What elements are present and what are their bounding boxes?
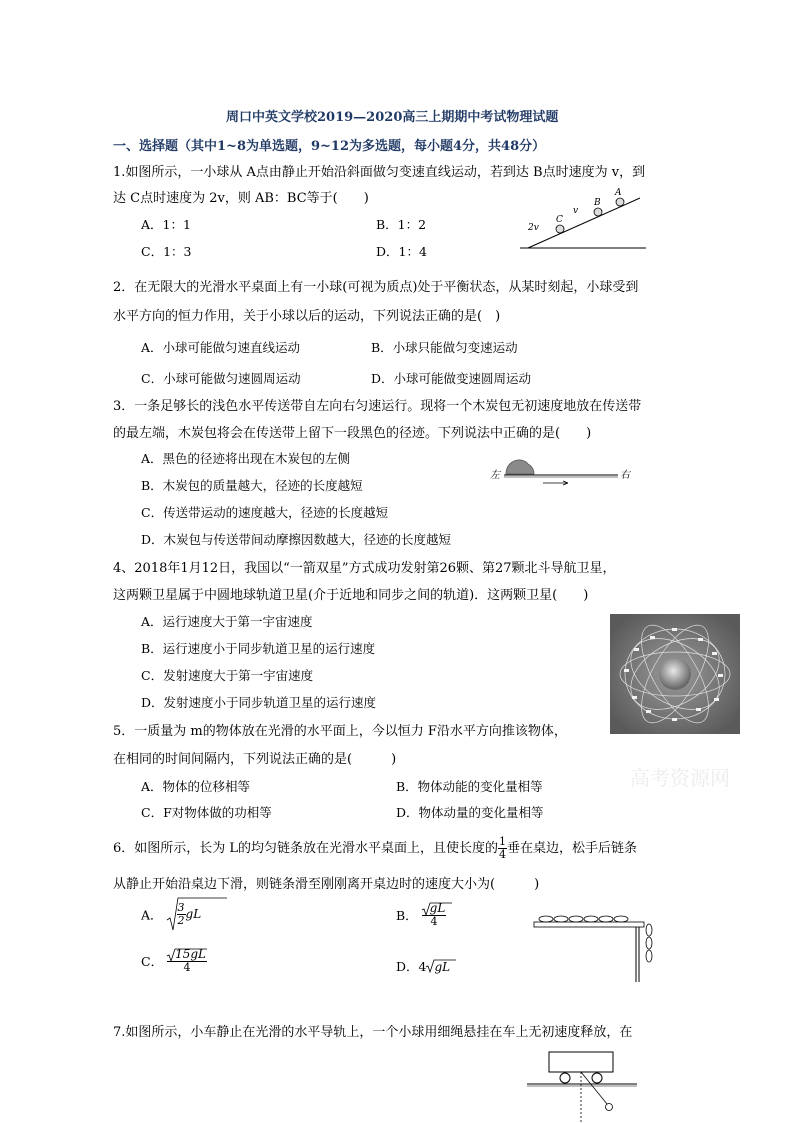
frac-num: 1 [499,835,507,848]
label-c: C [556,215,563,225]
q6-line1-a: 6．如图所示，长为 L的均匀链条放在光滑水平桌面上，且使长度的 [113,841,499,856]
q5-option-d: D．物体动量的变化量相等 [396,805,544,820]
q6-option-a [141,902,201,927]
q3-line2: 的最左端，木炭包将会在传送带上留下一段黑色的径迹。下列说法中正确的是( ) [113,426,592,441]
q6-c-rad: 15gL [175,947,206,961]
q6-d-rad: gL [434,960,451,974]
section-heading: 一、选择题（其中1~8为单选题，9~12为多选题，每小题4分，共48分） [113,139,546,154]
q6-c-frac [167,948,207,974]
ball-c [556,225,564,233]
satellite-orbits-image [610,614,740,734]
q6-line1-b: 垂在桌边，松手后链条 [507,841,638,856]
q4-option-a: A．运行速度大于第一宇宙速度 [141,614,313,629]
wheel-left-icon [560,1073,570,1083]
q3-line1: 3．一条足够长的浅色水平传送带自左向右匀速运行。现将一个木炭包无初速度地放在传送带 [113,399,642,414]
q5-option-c: C．F对物体做的功相等 [141,805,272,820]
q6-b-rad: gL [429,901,446,915]
q1-line2: 达 C点时速度为 2v，则 AB：BC等于( ) [113,191,369,206]
q6-b-frac [422,902,447,928]
cart-pendulum-figure [525,1050,645,1122]
wheel-right-icon [592,1073,602,1083]
q6-line2: 从静止开始沿桌边下滑，则链条滑至刚刚离开桌边时的速度大小为( ) [113,877,540,892]
q6-a-num: 3 [177,901,185,914]
q6-option-d-label: D． [396,959,419,974]
q6-line1 [113,836,637,861]
q2-option-c: C．小球可能做匀速圆周运动 [141,371,301,386]
q5-option-a: A．物体的位移相等 [141,779,251,794]
q6-option-c [141,948,207,974]
q6-d-coef: 4 [418,959,427,974]
ball-b [594,208,602,216]
q4-option-d: D．发射速度小于同步轨道卫星的运行速度 [141,695,377,710]
q5-line2: 在相同的时间间隔内，下列说法正确的是( ) [113,752,397,767]
q3-option-b: B．木炭包的质量越大，径迹的长度越短 [141,478,363,493]
label-right: 右 [620,470,630,481]
q6-option-d [396,957,450,975]
watermark: 高考资源网 [630,766,730,790]
q4-line2: 这两颗卫星属于中圆地球轨道卫星(介于近地和同步之间的轨道)．这两颗卫星( ) [113,588,589,603]
incline-figure [520,186,650,252]
one-quarter-fraction [498,836,507,861]
ball-a [616,198,624,206]
chain-table-figure [532,912,662,984]
q6-c-den: 4 [183,961,191,974]
q5-line1: 5．一质量为 m的物体放在光滑的水平面上，今以恒力 F沿水平方向推该物体， [113,724,567,739]
q1-option-d: D．1：4 [376,244,427,259]
q1-option-c: C．1：3 [141,244,192,259]
q2-line2: 水平方向的恒力作用，关于小球以后的运动，下列说法正确的是( ) [113,309,501,324]
q2-line1: 2．在无限大的光滑水平桌面上有一小球(可视为质点)处于平衡状态，从某时刻起，小球受到 [113,280,639,295]
q3-option-d: D．木炭包与传送带间动摩擦因数越大，径迹的长度越短 [141,532,452,547]
q2-option-b: B．小球只能做匀变速运动 [371,340,518,355]
q6-option-b [396,902,446,928]
label-b: B [594,198,601,208]
label-v: v [573,206,579,216]
charcoal-bag-icon [506,460,534,474]
sqrt-expression [167,902,202,927]
q1-option-a: A．1：1 [141,217,191,232]
earth-icon [659,658,691,690]
q2-option-d: D．小球可能做变速圆周运动 [371,371,532,386]
q6-option-c-label: C． [141,954,164,969]
q2-option-a: A．小球可能做匀速直线运动 [141,340,301,355]
conveyor-figure [488,452,638,492]
q7-line1: 7.如图所示，小车静止在光滑的水平导轨上，一个小球用细绳悬挂在车上无初速度释放，在 [113,1025,633,1040]
pendulum-ball-icon [606,1104,613,1111]
q6-a-den: 2 [177,914,185,927]
q6-a-tail: gL [185,907,202,921]
q3-option-a: A．黑色的径迹将出现在木炭包的左侧 [141,451,351,466]
page-title: 周口中英文学校2019—2020高三上期期中考试物理试题 [226,110,559,125]
q1-line1: 1.如图所示，一小球从 A点由静止开始沿斜面做匀变速直线运动，若到达 B点时速度为 v，到 [113,165,646,180]
q3-option-c: C．传送带运动的速度越大，径迹的长度越短 [141,505,389,520]
q4-option-b: B．运行速度小于同步轨道卫星的运行速度 [141,641,376,656]
q4-line1: 4、2018年1月12日，我国以“一箭双星”方式成功发射第26颗、第27颗北斗导航卫星， [113,561,616,576]
q5-option-b: B．物体动能的变化量相等 [396,779,543,794]
label-2v: 2v [528,223,539,233]
q4-option-c: C．发射速度大于第一宇宙速度 [141,668,314,683]
q6-option-b-label: B． [396,908,418,923]
frac-den: 4 [499,848,507,861]
q6-d-sqrt [426,959,450,974]
q6-option-a-label: A． [141,907,163,923]
q6-b-den: 4 [430,915,438,928]
label-a: A [615,188,622,198]
q1-option-b: B．1：2 [376,217,427,232]
label-left: 左 [490,470,500,481]
